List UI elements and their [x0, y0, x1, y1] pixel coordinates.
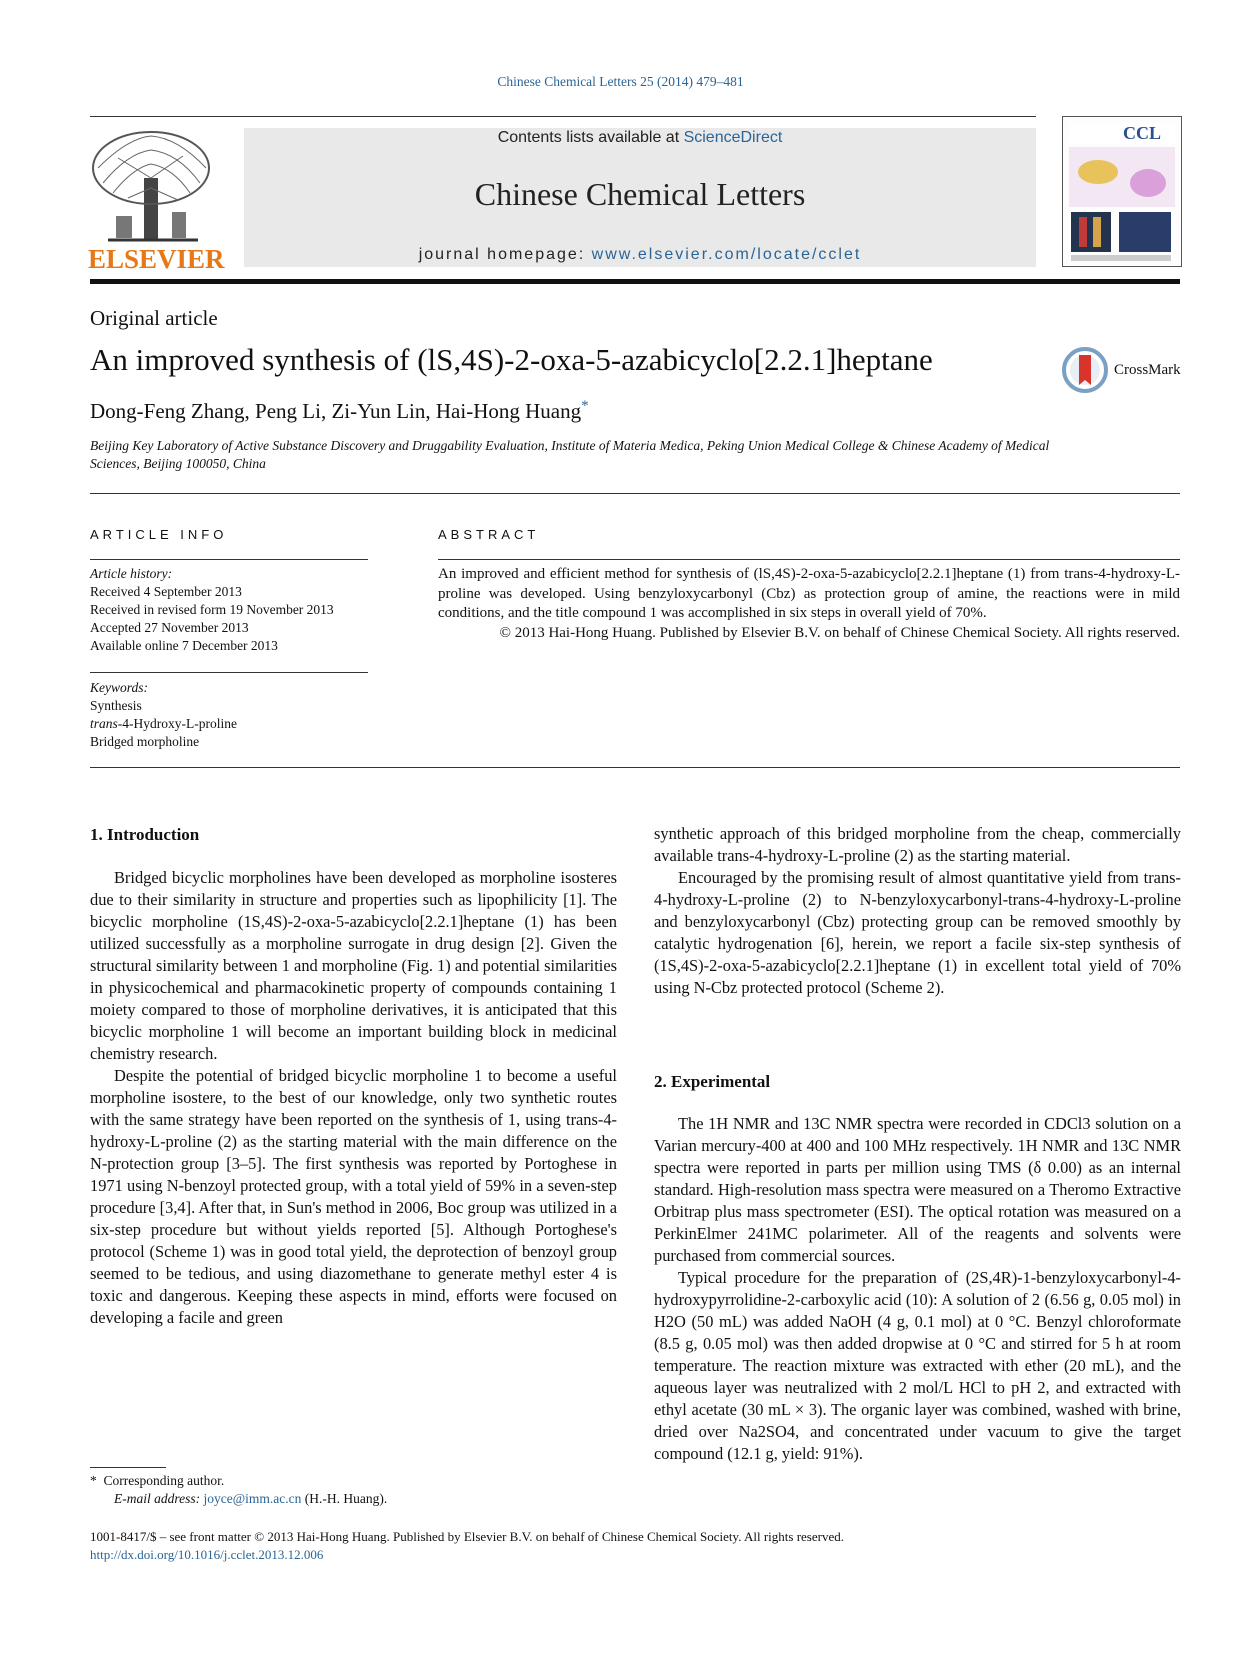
authors-text: Dong-Feng Zhang, Peng Li, Zi-Yun Lin, Hai-Hong Huang: [90, 399, 582, 423]
experimental-paragraph-1: The 1H NMR and 13C NMR spectra were recorded in CDCl3 solution on a Varian mercury-400 at 400 and 100 MHz respectively. 1H NMR and 13C NMR spectra were reported in parts per million using TMS (δ 0.00) as an internal standard. High-resolution mass spectra were measured on a Theromo Extractive Orbitrap plus mass spectrometer (ESI). The optical rotation was measured on a PerkinElmer 241MC polarimeter. All of the reagents and solvents were purchased from commercial sources.: [654, 1114, 1181, 1265]
sciencedirect-link[interactable]: ScienceDirect: [683, 129, 783, 146]
abstract-copyright: © 2013 Hai-Hong Huang. Published by Elsevier B.V. on behalf of Chinese Chemical Society. All rights reserved.: [499, 624, 1180, 641]
article-title: An improved synthesis of (lS,4S)-2-oxa-5-azabicyclo[2.2.1]heptane: [90, 342, 933, 377]
keyword-2-rest: -4-Hydroxy-L-proline: [117, 716, 237, 731]
author-list: [90, 398, 589, 424]
header-thick-rule: [90, 279, 1180, 284]
intro-paragraph-2: Despite the potential of bridged bicyclic morpholine 1 to become a useful morpholine isostere, to the best of our knowledge, only two synthetic routes with the same strategy have been reported on the synthesis of 1, using trans-4-hydroxy-L-proline (2) as the starting material with the main difference on the N-protection group [3–5]. The first synthesis was reported by Portoghese in 1971 using N-benzoyl protected group, with a total yield of 59% in a seven-step procedure [3,4]. After that, in Sun's method in 2006, Boc group was utilized in a six-step procedure but without yields reported [5]. Although Portoghese's protocol (Scheme 1) was in good total yield, the deprotection of benzoyl group seemed to be tedious, and using diazomethane to generate methyl ester 4 is toxic and dangerous. Keeping these aspects in mind, efforts were focused on developing a facile and green: [90, 1066, 617, 1327]
crossmark-badge[interactable]: [1062, 347, 1192, 393]
article-type: Original article: [90, 306, 218, 330]
history-accepted: Accepted 27 November 2013: [90, 620, 249, 635]
right-paragraph-1: synthetic approach of this bridged morpholine from the cheap, commercially available trans-4-hydroxy-L-proline (2) as the starting material.: [654, 824, 1181, 865]
footnote-email: [90, 1490, 387, 1508]
doi-link[interactable]: http://dx.doi.org/10.1016/j.cclet.2013.12.006: [90, 1547, 324, 1562]
keyword-1: Synthesis: [90, 698, 142, 713]
keyword-2-italic: trans: [90, 716, 118, 731]
corresponding-mark[interactable]: *: [581, 398, 589, 414]
email-link[interactable]: joyce@imm.ac.cn: [203, 1491, 302, 1506]
email-suffix: (H.-H. Huang).: [304, 1491, 388, 1506]
crossmark-label: CrossMark: [1114, 361, 1181, 378]
keyword-3: Bridged morpholine: [90, 734, 200, 749]
abstract-heading: ABSTRACT: [438, 527, 540, 542]
elsevier-wordmark: ELSEVIER: [88, 244, 225, 274]
contents-line: [244, 129, 1036, 147]
page-footer: [90, 1528, 844, 1564]
introduction-heading: 1. Introduction: [90, 825, 200, 844]
section-rule: [90, 493, 1180, 494]
footnote: [90, 1472, 387, 1508]
footnote-rule: [90, 1467, 166, 1468]
homepage-prefix: journal homepage:: [418, 246, 592, 263]
keywords-block: [90, 679, 237, 751]
info-rule: [90, 559, 368, 560]
right-column-top: [654, 823, 1181, 999]
experimental-heading: 2. Experimental: [654, 1072, 771, 1091]
history-online: Available online 7 December 2013: [90, 638, 278, 653]
article-history: [90, 565, 334, 655]
contents-prefix: Contents lists available at: [497, 129, 684, 146]
history-label: Article history:: [90, 566, 173, 581]
section-rule-3: [90, 767, 1180, 768]
abstract-body: [438, 565, 1180, 643]
abstract-text: An improved and efficient method for synthesis of (lS,4S)-2-oxa-5-azabicyclo[2.2.1]heptane (1) from trans-4-hydroxy-L-proline was developed. Using benzyloxycarbonyl (Cbz) as protection group of amine, the reactions were in mild conditions, and the title compound 1 was accomplished in six steps in overall yield of 70%.: [438, 566, 1180, 621]
header-rule: [90, 116, 1036, 117]
email-label: E-mail address:: [114, 1491, 201, 1506]
right-column-bottom: [654, 1113, 1181, 1465]
keywords-label: Keywords:: [90, 680, 148, 695]
experimental-paragraph-2: Typical procedure for the preparation of (2S,4R)-1-benzyloxycarbonyl-4-hydroxypyrrolidine-2-carboxylic acid (10): A solution of 2 (6.56 g, 0.05 mol) in H2O (50 mL) was added NaOH (4 g, 0.1 mol) at 0 °C. Benzyl chloroformate (8.5 g, 0.05 mol) was then added dropwise at 0 °C and stirred for 5 h at room temperature. The reaction mixture was extracted with ether (20 mL), and the aqueous layer was neutralized with 2 mol/L HCl to pH 2, and extracted with ethyl acetate (30 mL × 3). The organic layer was combined, washed with brine, dried over Na2SO4, and concentrated under vacuum to give the target compound (12.1 g, yield: 91%).: [654, 1268, 1181, 1463]
crossmark-icon: [1062, 347, 1108, 393]
affiliation: Beijing Key Laboratory of Active Substance Discovery and Druggability Evaluation, Institute of Materia Medica, Peking Union Medical College & Chinese Academy of Medical Sciences, Beijing 100050, China: [90, 438, 1050, 471]
keyword-2: [90, 715, 237, 733]
left-column: [90, 867, 617, 1329]
footnote-mark: *: [90, 1473, 97, 1488]
homepage-line: [244, 246, 1036, 264]
intro-paragraph-1: Bridged bicyclic morpholines have been developed as morpholine isosteres due to their similarity in structure and properties such as lipophilicity [1]. The bicyclic morpholine (1S,4S)-2-oxa-5-azabicyclo[2.2.1]heptane (1) has been utilized successfully as a morpholine surrogate in drug design [2]. Given the structural similarity between 1 and morpholine (Fig. 1) and potential similarities in physicochemical and pharmacokinetic property of compounds containing 1 moiety compared to those of morpholine derivatives, it is anticipated that this bicyclic morpholine 1 will become an important building block in medicinal chemistry research.: [90, 868, 617, 1063]
homepage-link[interactable]: www.elsevier.com/locate/cclet: [591, 246, 862, 263]
article-info-heading: ARTICLE INFO: [90, 527, 228, 542]
info-rule-2: [90, 672, 368, 673]
footnote-corresponding-text: Corresponding author.: [103, 1473, 225, 1488]
issn-line: 1001-8417/$ – see front matter © 2013 Hai-Hong Huang. Published by Elsevier B.V. on behalf of Chinese Chemical Society. All rights reserved.: [90, 1529, 844, 1544]
journal-reference[interactable]: Chinese Chemical Letters 25 (2014) 479–481: [497, 74, 744, 89]
abstract-rule: [438, 559, 1180, 560]
footnote-corresponding: [90, 1472, 387, 1490]
cover-badge: CCL: [1123, 123, 1162, 143]
journal-cover-thumbnail[interactable]: [1062, 116, 1182, 267]
journal-title: Chinese Chemical Letters: [474, 176, 806, 212]
history-revised: Received in revised form 19 November 2013: [90, 602, 334, 617]
history-received: Received 4 September 2013: [90, 584, 242, 599]
right-paragraph-2: Encouraged by the promising result of almost quantitative yield from trans-4-hydroxy-L-proline (2) to N-benzyloxycarbonyl-trans-4-hydroxy-L-proline and benzyloxycarbonyl (Cbz) protecting group can be removed smoothly by catalytic hydrogenation [6], herein, we report a facile six-step synthesis of (1S,4S)-2-oxa-5-azabicyclo[2.2.1]heptane (1) in excellent total yield of 70% using N-Cbz protected protocol (Scheme 2).: [654, 868, 1181, 997]
